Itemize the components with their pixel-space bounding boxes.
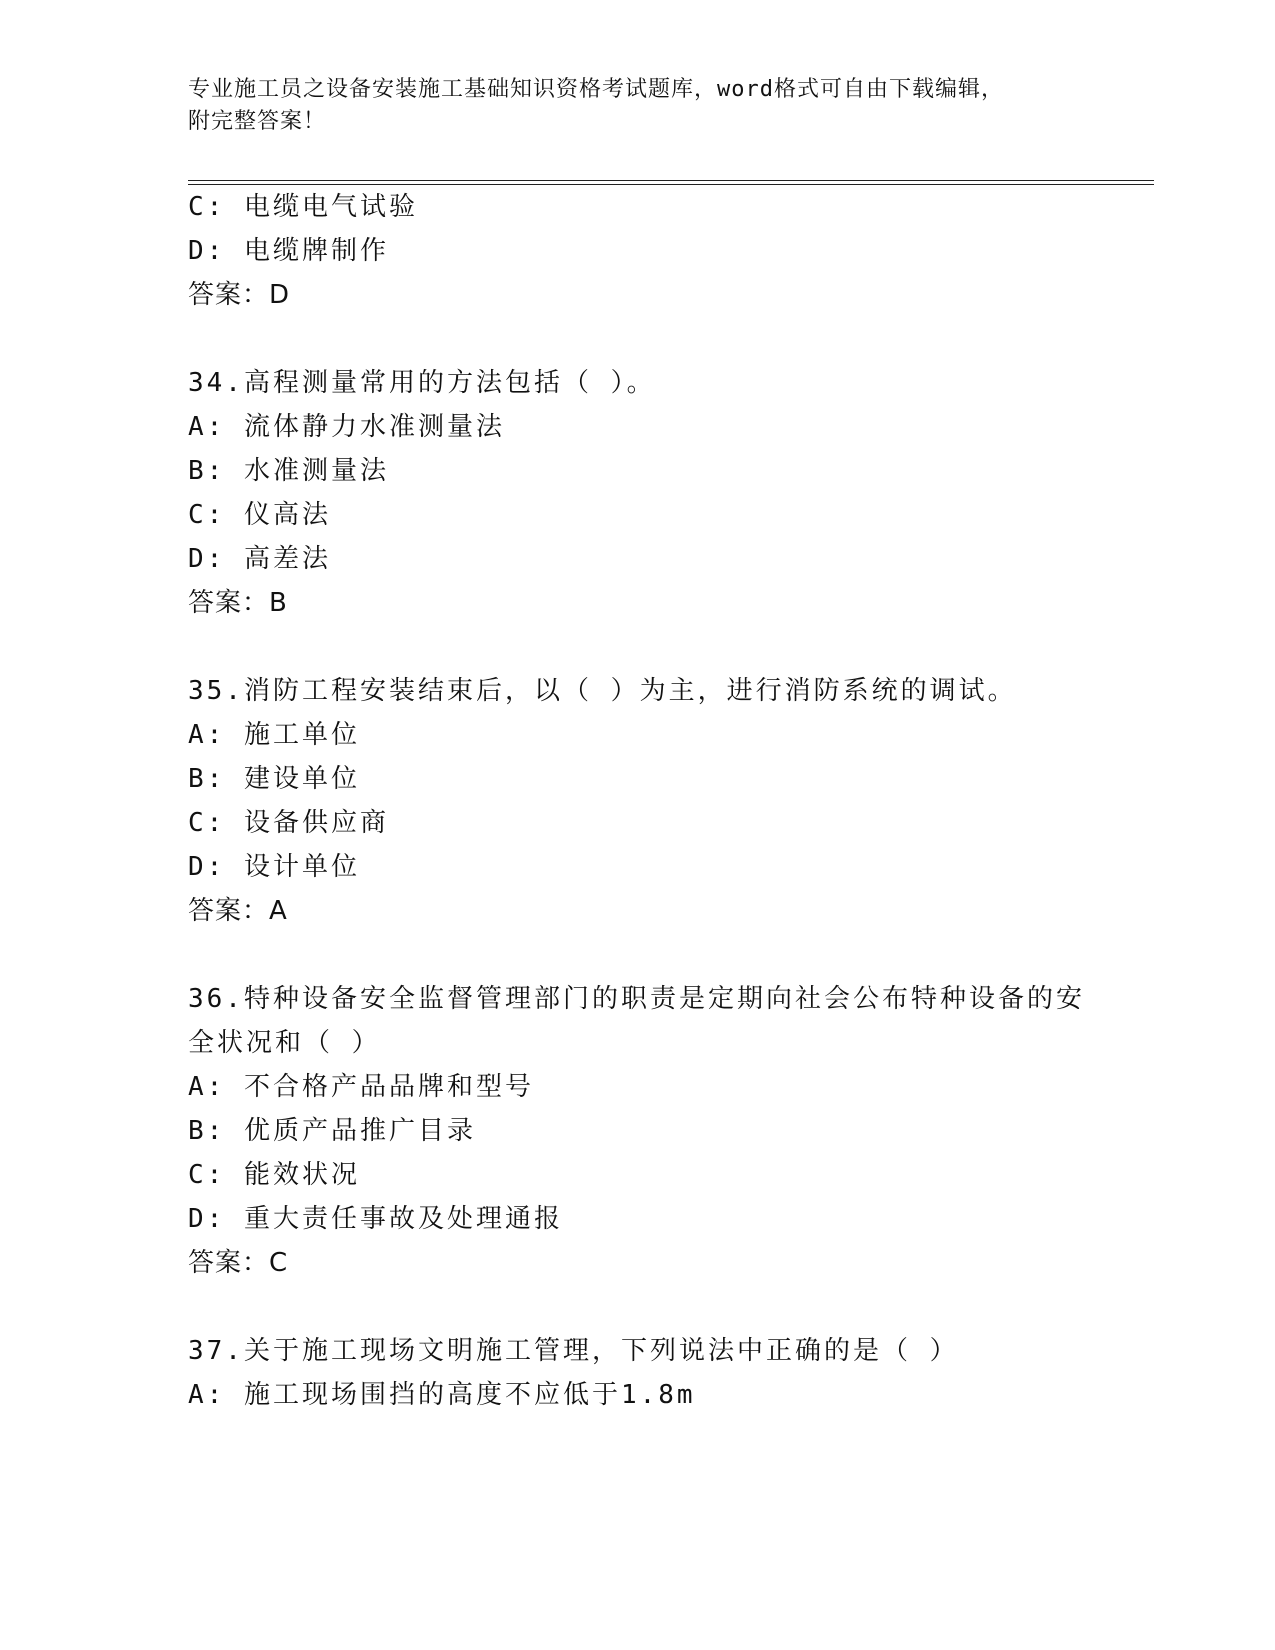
option-d: D: 设计单位	[188, 852, 360, 882]
option-b: B: 优质产品推广目录	[188, 1116, 476, 1146]
answer: 答案：D	[188, 280, 291, 310]
document-header	[188, 74, 1068, 138]
option-c: C: 设备供应商	[188, 808, 389, 838]
option-d: D: 电缆牌制作	[188, 236, 389, 266]
option-a: A: 流体静力水准测量法	[188, 412, 505, 442]
option-d: D: 重大责任事故及处理通报	[188, 1204, 563, 1234]
option-a: A: 不合格产品品牌和型号	[188, 1072, 534, 1102]
question-36: 36.特种设备安全监督管理部门的职责是定期向社会公布特种设备的安	[188, 984, 1085, 1014]
question-34: 34.高程测量常用的方法包括（ ）。	[188, 368, 656, 398]
option-a: A: 施工单位	[188, 720, 360, 750]
option-b: B: 建设单位	[188, 764, 360, 794]
header-divider-top	[188, 180, 1154, 181]
question-36-continued: 全状况和（ ）	[188, 1028, 381, 1058]
answer: 答案：B	[188, 588, 288, 618]
question-37: 37.关于施工现场文明施工管理，下列说法中正确的是（ ）	[188, 1336, 959, 1366]
question-35: 35.消防工程安装结束后，以（ ）为主，进行消防系统的调试。	[188, 676, 1017, 706]
option-d: D: 高差法	[188, 544, 331, 574]
option-a: A: 施工现场围挡的高度不应低于1.8m	[188, 1380, 696, 1410]
header-line-1: 专业施工员之设备安装施工基础知识资格考试题库，word格式可自由下载编辑，	[188, 77, 1004, 102]
header-line-2: 附完整答案！	[188, 109, 327, 134]
answer: 答案：A	[188, 896, 288, 926]
option-c: C: 能效状况	[188, 1160, 360, 1190]
option-c: C: 仪高法	[188, 500, 331, 530]
header-divider-bottom	[188, 184, 1154, 185]
option-c: C: 电缆电气试验	[188, 192, 418, 222]
option-b: B: 水准测量法	[188, 456, 389, 486]
answer: 答案：C	[188, 1248, 289, 1278]
